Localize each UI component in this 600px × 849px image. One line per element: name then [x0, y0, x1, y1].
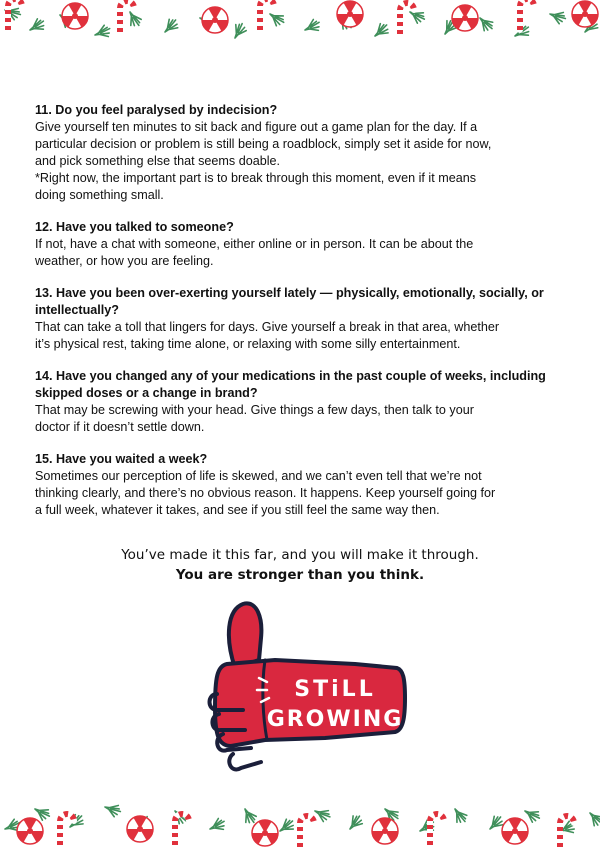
- question-item-11: [35, 102, 575, 204]
- bottom-garland-border: [0, 779, 600, 849]
- garland-bottom-art: [0, 779, 600, 849]
- question-body: That may be screwing with your head. Give things a few days, then talk to your doctor if it doesn’t settle down.: [35, 403, 474, 434]
- question-item-12: [35, 219, 575, 270]
- question-title: 14. Have you changed any of your medications in the past couple of weeks, including skipped doses or a change in brand?: [35, 369, 546, 400]
- question-body: Give yourself ten minutes to sit back and figure out a game plan for the day. If a particular decision or problem is still being a roadblock, simply set it aside for now, and pick something else that seems doable. *Right now, the important part is to break through this moment, even if it means doing something small.: [35, 120, 492, 202]
- question-item-15: [35, 451, 575, 519]
- question-body: If not, have a chat with someone, either online or in person. It can be about the weather, or how you are feeling.: [35, 237, 474, 268]
- closing-emphasis: You are stronger than you think.: [175, 567, 425, 583]
- garland-top-art: [0, 0, 600, 70]
- question-body: That can take a toll that lingers for days. Give yourself a break in that area, whether it’s physical rest, taking time alone, or relaxing with some silly entertainment.: [35, 320, 500, 351]
- closing-line: You’ve made it this far, and you will make it through.: [121, 547, 479, 563]
- question-body: Sometimes our perception of life is skewed, and we can’t even tell that we’re not thinking clearly, and there’s no obvious reason. It happens. Keep yourself going for a full week, whatever it takes, and see if you still feel the same way then.: [35, 469, 496, 517]
- top-garland-border: [0, 0, 600, 70]
- illustration-text-still: STiLL: [294, 677, 376, 702]
- question-item-14: [35, 368, 575, 436]
- question-title: 13. Have you been over-exerting yourself lately — physically, emotionally, socially, or intellectually?: [35, 286, 544, 317]
- closing-message: [0, 545, 600, 585]
- question-title: 15. Have you waited a week?: [35, 452, 208, 466]
- thumbs-up-icon: [205, 598, 410, 778]
- illustration-text-growing: GROWING: [266, 707, 404, 732]
- question-item-13: [35, 285, 575, 353]
- questions-list: [35, 102, 575, 534]
- question-title: 11. Do you feel paralysed by indecision?: [35, 103, 278, 117]
- question-title: 12. Have you talked to someone?: [35, 220, 234, 234]
